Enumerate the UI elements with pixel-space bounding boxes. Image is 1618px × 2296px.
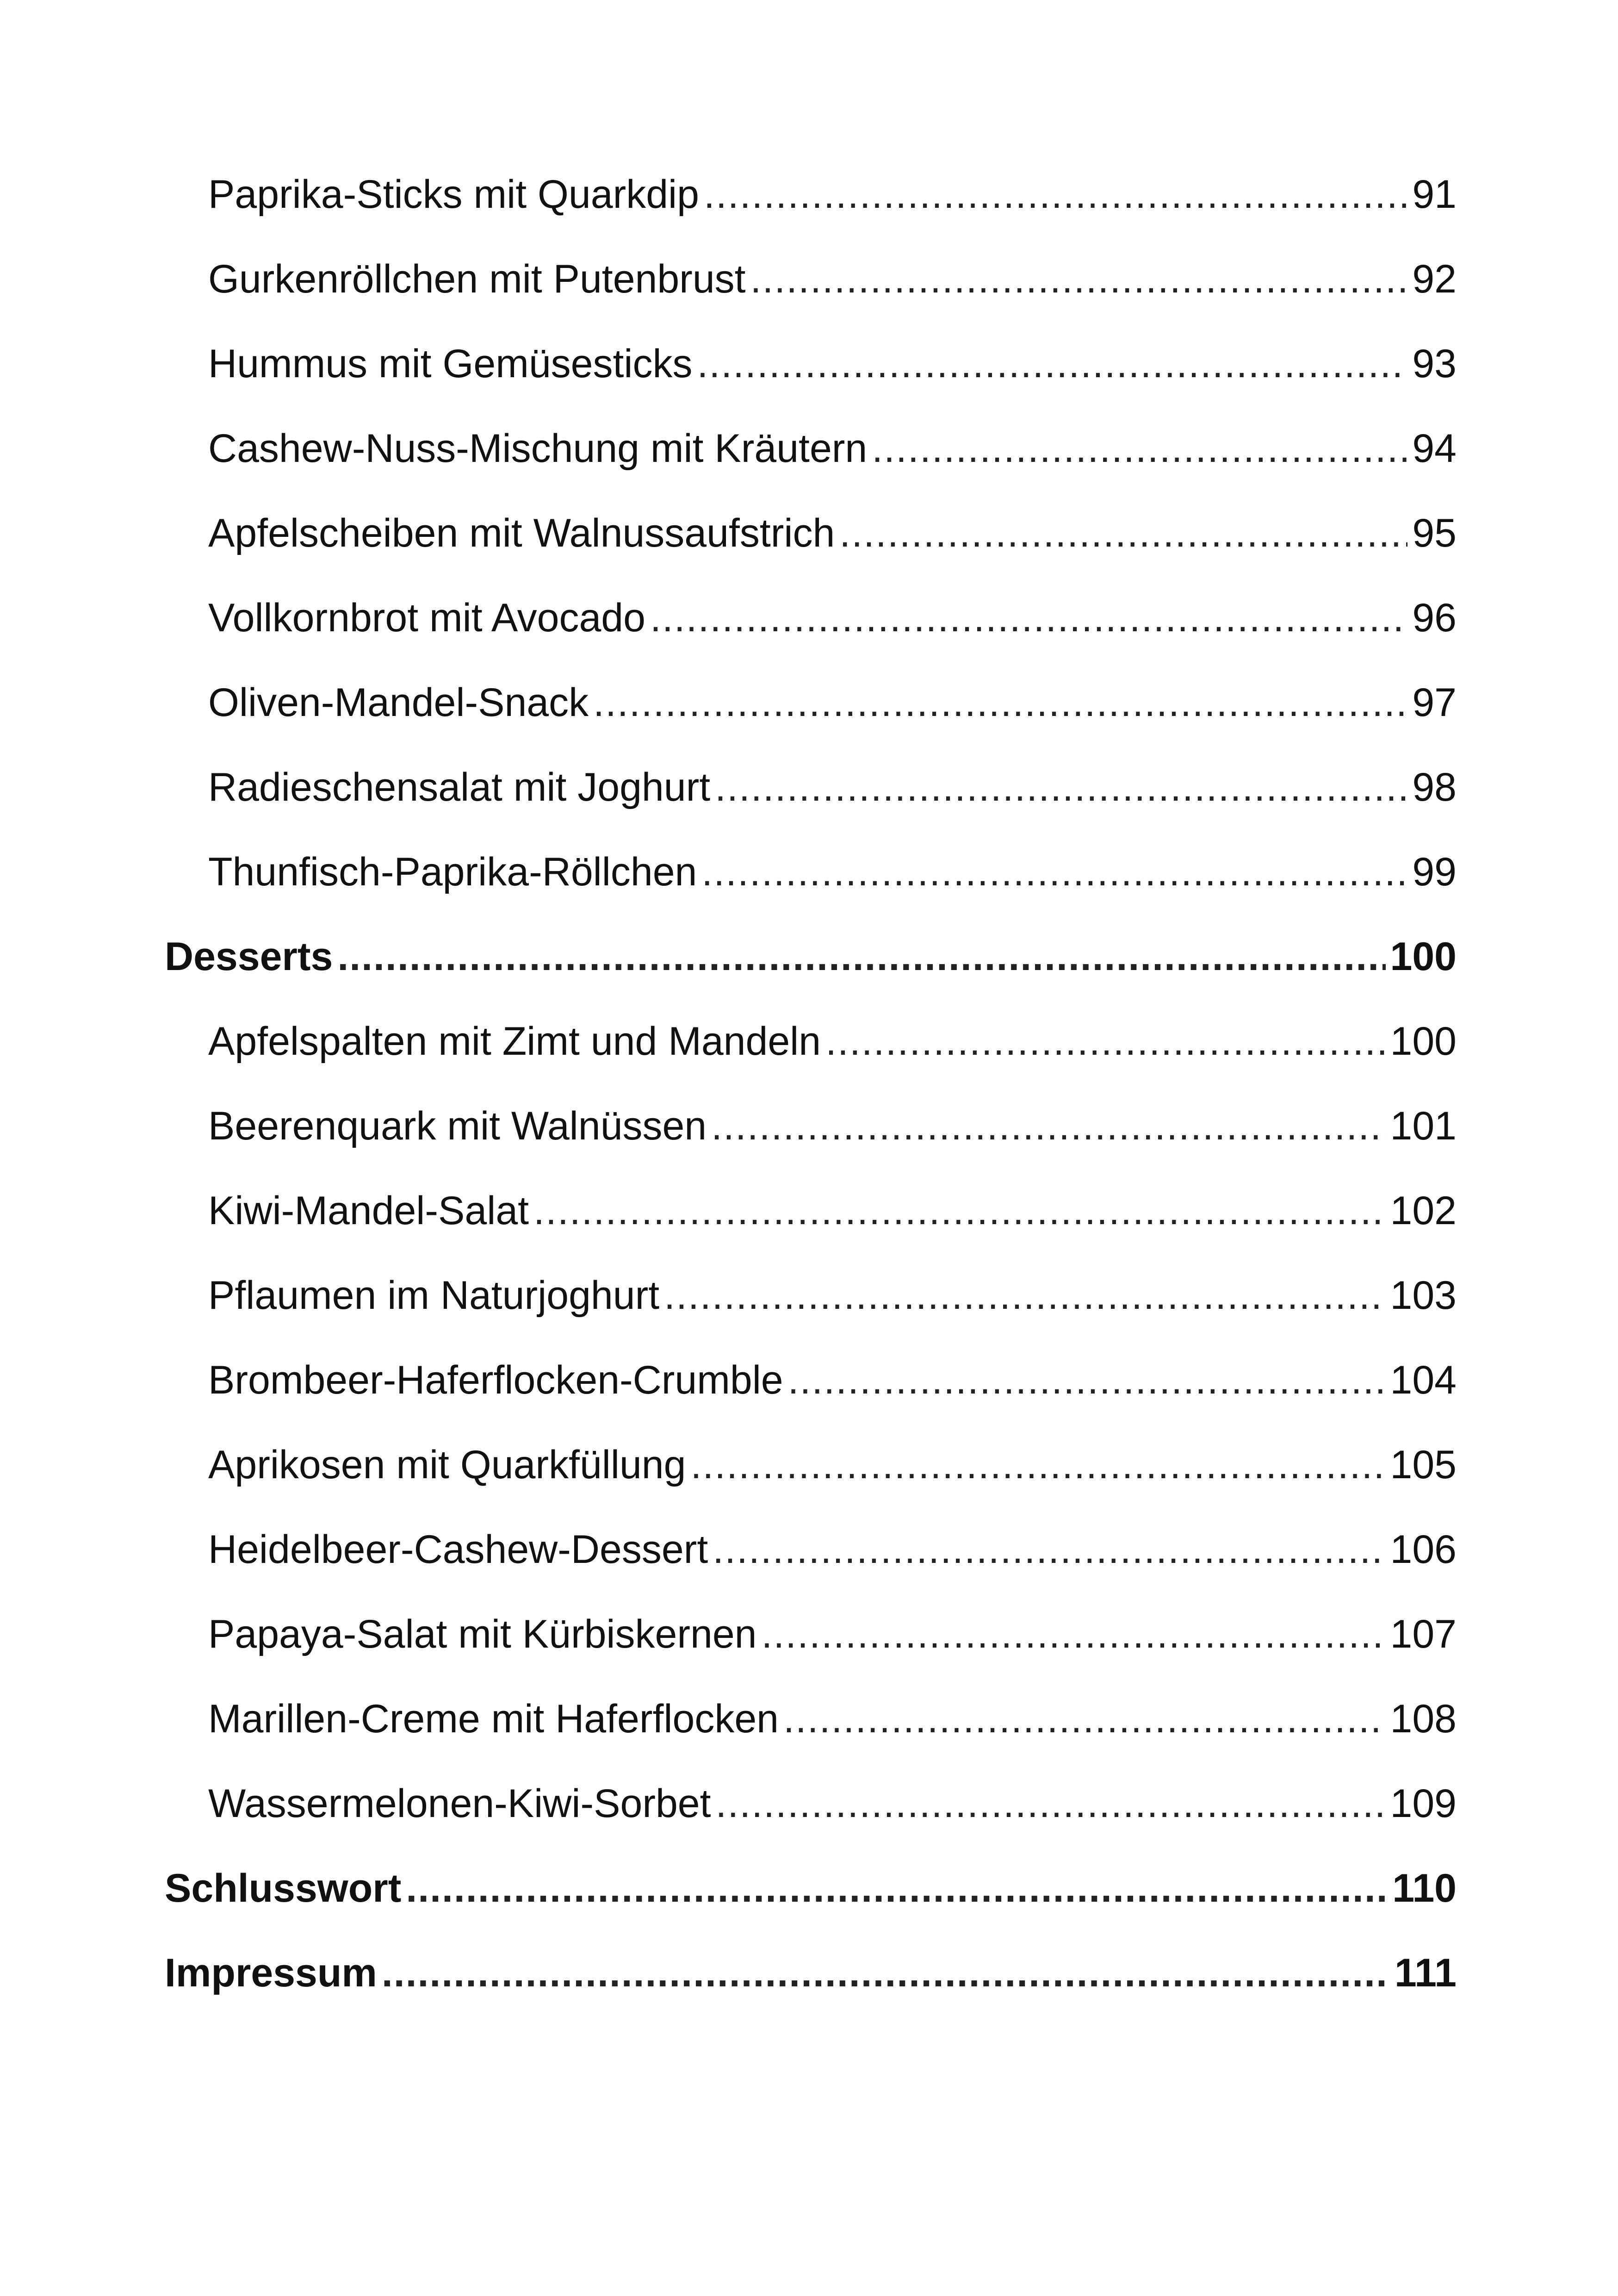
toc-entry-hummus[interactable]	[165, 321, 1457, 406]
toc-entry-title: Marillen-Creme mit Haferflocken	[208, 1696, 779, 1741]
toc-dot-leader	[750, 259, 1408, 299]
toc-entry-heidelbeer[interactable]	[165, 1507, 1457, 1592]
toc-entry-beerenquark[interactable]	[165, 1083, 1457, 1168]
toc-entry-apfelspalten[interactable]	[165, 999, 1457, 1083]
toc-entry-page: 108	[1390, 1696, 1457, 1741]
toc-entry-gurkenroellchen[interactable]	[165, 236, 1457, 321]
toc-entry-kiwi-mandel[interactable]	[165, 1168, 1457, 1253]
toc-entry-title: Heidelbeer-Cashew-Dessert	[208, 1527, 708, 1572]
toc-section-page: 111	[1395, 1950, 1457, 1995]
toc-dot-leader	[788, 1360, 1386, 1400]
toc-entry-oliven-mandel[interactable]	[165, 660, 1457, 745]
toc-dot-leader	[704, 174, 1407, 214]
toc-entry-wassermelonen[interactable]	[165, 1761, 1457, 1846]
toc-entry-page: 109	[1390, 1781, 1457, 1826]
toc-dot-leader	[783, 1699, 1386, 1739]
toc-entry-page: 104	[1390, 1357, 1457, 1402]
toc-entry-title: Apfelscheiben mit Walnussaufstrich	[208, 510, 835, 555]
toc-entry-title: Thunfisch-Paprika-Röllchen	[208, 849, 697, 894]
toc-entry-page: 102	[1390, 1188, 1457, 1233]
toc-entry-title: Radieschensalat mit Joghurt	[208, 765, 711, 809]
toc-section-impressum[interactable]	[165, 1930, 1457, 2015]
toc-entry-page: 97	[1412, 680, 1457, 725]
toc-entry-title: Pflaumen im Naturjoghurt	[208, 1273, 660, 1318]
toc-entry-page: 106	[1390, 1527, 1457, 1572]
toc-entry-title: Brombeer-Haferflocken-Crumble	[208, 1357, 783, 1402]
toc-entry-page: 103	[1390, 1273, 1457, 1318]
toc-entry-title: Aprikosen mit Quarkfüllung	[208, 1442, 686, 1487]
toc-entry-radieschensalat[interactable]	[165, 745, 1457, 829]
toc-entry-title: Beerenquark mit Walnüssen	[208, 1103, 707, 1148]
table-of-contents	[165, 152, 1457, 2015]
toc-entry-apfelscheiben[interactable]	[165, 491, 1457, 575]
toc-dot-leader	[650, 598, 1407, 638]
toc-entry-vollkornbrot[interactable]	[165, 575, 1457, 660]
toc-entry-title: Hummus mit Gemüsesticks	[208, 341, 693, 386]
toc-dot-leader	[406, 1868, 1388, 1908]
toc-section-title: Impressum	[165, 1950, 377, 1995]
toc-entry-title: Paprika-Sticks mit Quarkdip	[208, 172, 699, 217]
toc-entry-page: 91	[1412, 172, 1457, 217]
toc-dot-leader	[839, 513, 1407, 553]
toc-dot-leader	[711, 1106, 1385, 1146]
toc-entry-title: Gurkenröllchen mit Putenbrust	[208, 256, 746, 301]
toc-entry-page: 105	[1390, 1442, 1457, 1487]
toc-entry-title: Papaya-Salat mit Kürbiskernen	[208, 1612, 757, 1656]
toc-section-desserts[interactable]	[165, 914, 1457, 999]
toc-entry-papaya[interactable]	[165, 1592, 1457, 1676]
toc-entry-brombeer[interactable]	[165, 1338, 1457, 1422]
toc-entry-page: 96	[1412, 595, 1457, 640]
toc-entry-page: 93	[1412, 341, 1457, 386]
toc-dot-leader	[761, 1614, 1385, 1654]
toc-dot-leader	[872, 429, 1407, 468]
toc-entry-aprikosen[interactable]	[165, 1422, 1457, 1507]
toc-entry-paprika-sticks[interactable]	[165, 152, 1457, 236]
toc-entry-page: 98	[1412, 765, 1457, 809]
toc-dot-leader	[825, 1021, 1385, 1061]
toc-entry-title: Kiwi-Mandel-Salat	[208, 1188, 529, 1233]
toc-entry-page: 95	[1412, 510, 1457, 555]
toc-entry-title: Vollkornbrot mit Avocado	[208, 595, 645, 640]
toc-entry-marillen[interactable]	[165, 1676, 1457, 1761]
toc-section-title: Schlusswort	[165, 1866, 402, 1910]
toc-entry-page: 99	[1412, 849, 1457, 894]
toc-entry-title: Wassermelonen-Kiwi-Sorbet	[208, 1781, 711, 1826]
toc-dot-leader	[593, 683, 1407, 722]
toc-entry-title: Oliven-Mandel-Snack	[208, 680, 589, 725]
toc-entry-pflaumen[interactable]	[165, 1253, 1457, 1338]
toc-section-page: 100	[1390, 934, 1457, 979]
toc-entry-thunfisch[interactable]	[165, 829, 1457, 914]
toc-entry-page: 92	[1412, 256, 1457, 301]
toc-entry-page: 94	[1412, 426, 1457, 471]
toc-dot-leader	[664, 1276, 1385, 1315]
toc-section-schlusswort[interactable]	[165, 1846, 1457, 1930]
toc-entry-title: Cashew-Nuss-Mischung mit Kräutern	[208, 426, 868, 471]
toc-section-page: 110	[1392, 1866, 1457, 1910]
toc-entry-page: 100	[1390, 1019, 1457, 1064]
toc-dot-leader	[337, 937, 1385, 977]
toc-dot-leader	[690, 1445, 1385, 1485]
toc-entry-title: Apfelspalten mit Zimt und Mandeln	[208, 1019, 821, 1064]
toc-entry-cashew-nuss[interactable]	[165, 406, 1457, 491]
toc-entry-page: 101	[1390, 1103, 1457, 1148]
toc-entry-page: 107	[1390, 1612, 1457, 1656]
toc-dot-leader	[713, 1530, 1385, 1569]
toc-dot-leader	[715, 767, 1407, 807]
toc-dot-leader	[533, 1191, 1385, 1231]
toc-dot-leader	[716, 1784, 1386, 1823]
toc-dot-leader	[701, 852, 1407, 892]
toc-section-title: Desserts	[165, 934, 333, 979]
toc-dot-leader	[382, 1953, 1390, 1993]
toc-dot-leader	[697, 344, 1408, 384]
